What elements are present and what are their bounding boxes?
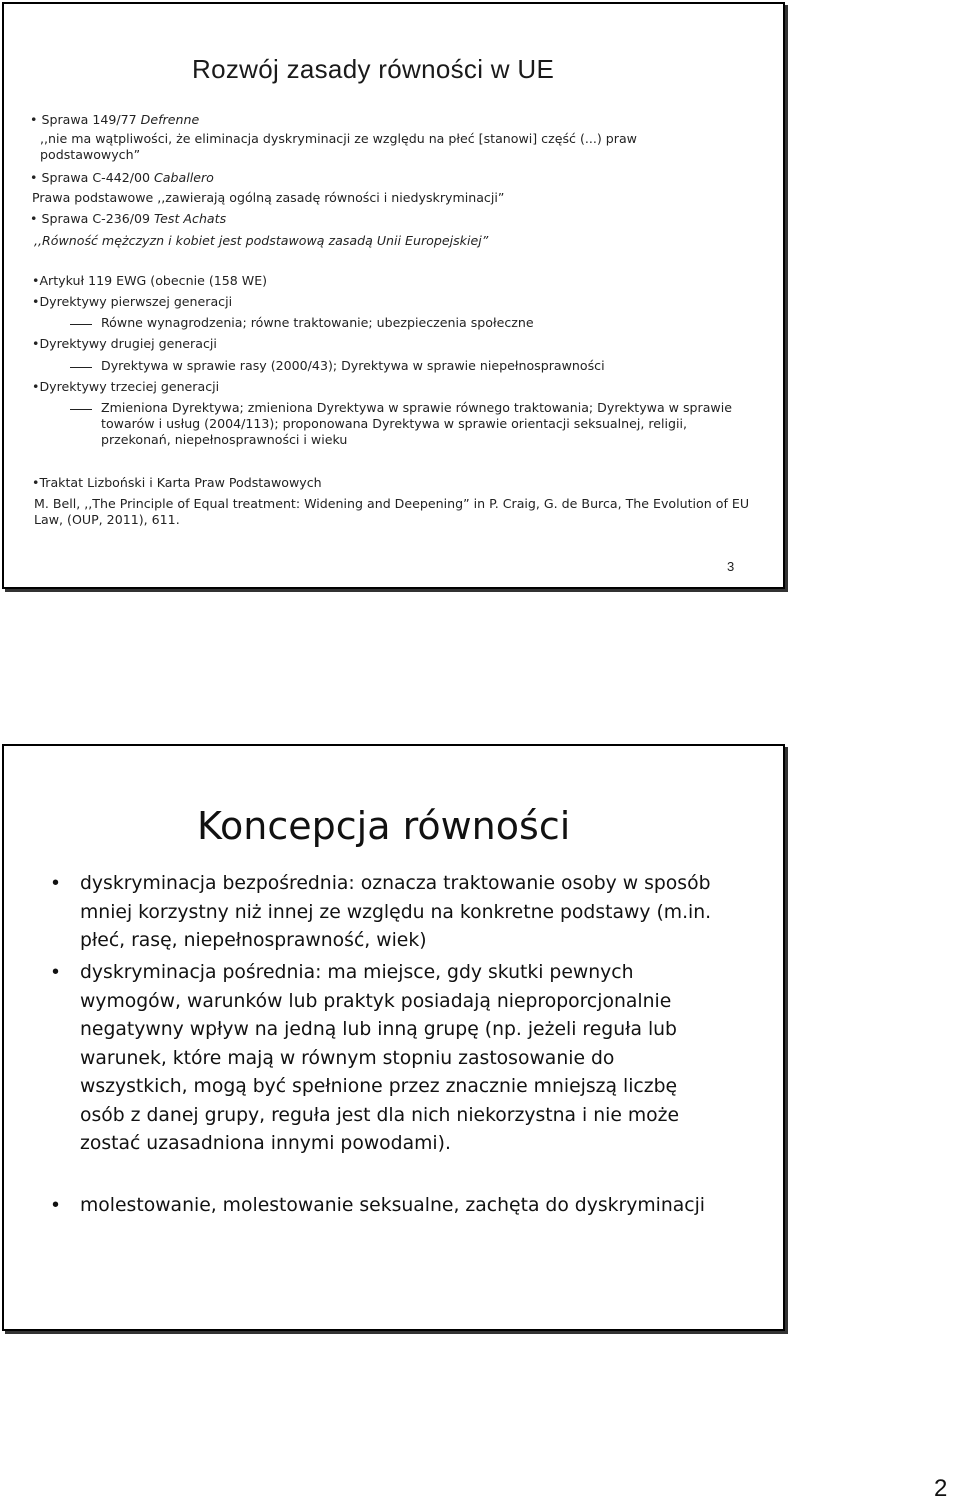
bullet: • xyxy=(52,872,60,894)
dash-marker xyxy=(70,409,92,410)
bullet: • xyxy=(30,112,38,127)
quote-defrenne: ,,nie ma wątpliwości, że eliminacja dyskryminacji ze względu na płeć [stanowi] część (...) praw podstawowych” xyxy=(40,131,637,162)
bullet: • xyxy=(32,379,40,394)
slide-2 xyxy=(2,744,785,1331)
list-item: •Dyrektywy pierwszej generacji xyxy=(32,294,233,309)
bullet: • xyxy=(32,475,40,490)
page-number: 2 xyxy=(934,1475,948,1502)
list-item: •Dyrektywy drugiej generacji xyxy=(32,336,217,351)
sub-item: Zmieniona Dyrektywa; zmieniona Dyrektywa w sprawie równego traktowania; Dyrektywa w sprawie towarów i usług (2004/113); proponowana Dyrektywa w sprawie orientacji seksualnej, religii, przekonań, niepełnosprawności i wieku xyxy=(101,400,732,447)
bullet: • xyxy=(52,961,60,983)
bullet: • xyxy=(30,211,38,226)
slide-number: 3 xyxy=(727,559,735,574)
case-caballero: • Sprawa C-442/00 Caballero xyxy=(30,170,214,185)
list-item: dyskryminacja pośrednia: ma miejsce, gdy skutki pewnych wymogów, warunków lub praktyk posiadają nieproporcjonalnie negatywny wpływ na jedną lub inną grupę (np. jeżeli reguła lub warunek, które mają w równym stopniu zastosowanie do wszystkich, mogą być spełnione przez znacznie mniejszą liczbę osób z danej grupy, reguła jest dla nich niekorzystna i nie może zostać uzasadniona innymi powodami). xyxy=(80,962,680,1154)
list-item: molestowanie, molestowanie seksualne, zachęta do dyskryminacji xyxy=(80,1195,706,1216)
case-defrenne: • Sprawa 149/77 Defrenne xyxy=(30,112,200,127)
bullet: • xyxy=(32,294,40,309)
quote-test-achats: ,,Równość mężczyzn i kobiet jest podstawową zasadą Unii Europejskiej” xyxy=(34,233,489,248)
quote-caballero: Prawa podstawowe ,,zawierają ogólną zasadę równości i niedyskryminacji” xyxy=(32,190,505,205)
citation: M. Bell, ,,The Principle of Equal treatment: Widening and Deepening” in P. Craig, G. de Burca, The Evolution of EU Law, (OUP, 2011), 611. xyxy=(34,496,750,527)
list-item: •Dyrektywy trzeciej generacji xyxy=(32,379,220,394)
bullet: • xyxy=(32,336,40,351)
slide-2-title: Koncepcja równości xyxy=(197,804,571,848)
sub-item: Dyrektywa w sprawie rasy (2000/43); Dyrektywa w sprawie niepełnosprawności xyxy=(101,358,605,373)
list-item: •Traktat Lizboński i Karta Praw Podstawowych xyxy=(32,475,322,490)
slide-1 xyxy=(2,2,785,589)
bullet: • xyxy=(52,1194,60,1216)
bullet: • xyxy=(30,170,38,185)
bullet: • xyxy=(32,273,40,288)
slide-1-title: Rozwój zasady równości w UE xyxy=(192,54,555,84)
case-test-achats: • Sprawa C-236/09 Test Achats xyxy=(30,211,227,226)
sub-item: Równe wynagrodzenia; równe traktowanie; ubezpieczenia społeczne xyxy=(101,315,534,330)
list-item: •Artykuł 119 EWG (obecnie (158 WE) xyxy=(32,273,268,288)
list-item: dyskryminacja bezpośrednia: oznacza traktowanie osoby w sposób mniej korzystny niż innej ze względu na konkretne podstawy (m.in. płeć, rasę, niepełnosprawność, wiek) xyxy=(80,873,712,951)
dash-marker xyxy=(70,367,92,368)
dash-marker xyxy=(70,324,92,325)
